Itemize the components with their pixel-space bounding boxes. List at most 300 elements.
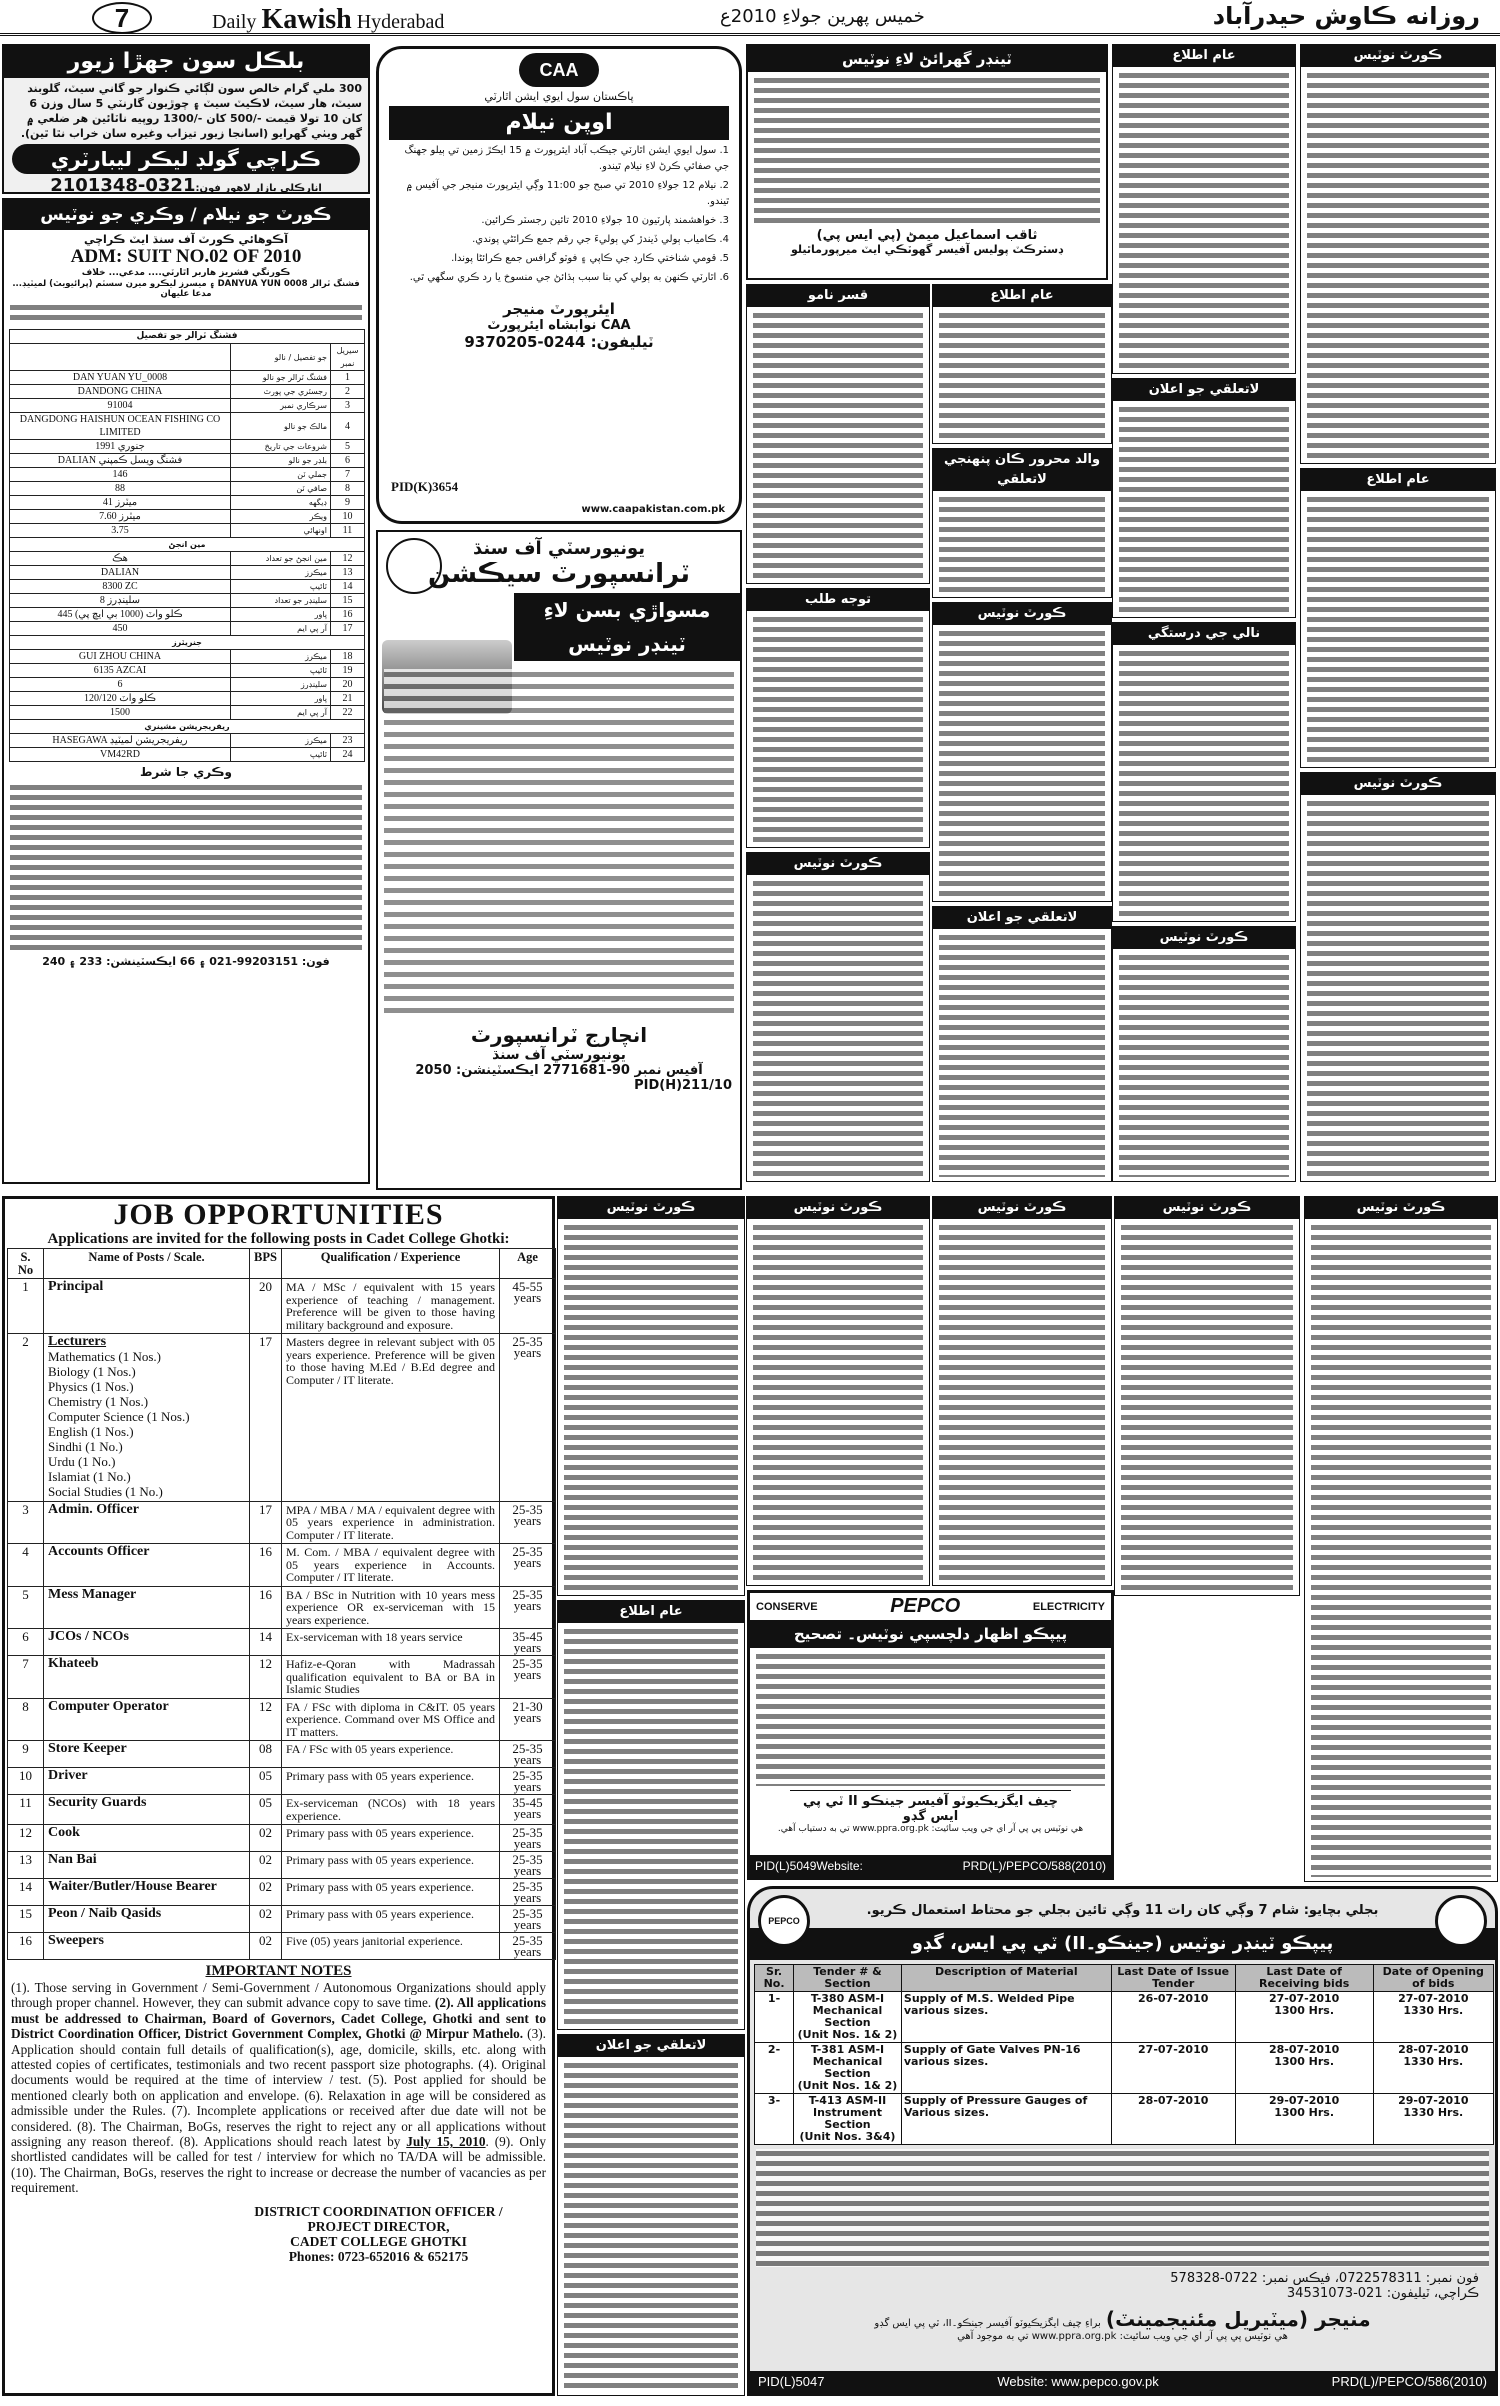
job-qualification: Primary pass with 05 years experience. bbox=[282, 1768, 500, 1795]
pepco-open-date: 29-07-2010 bbox=[1398, 2094, 1469, 2107]
job-qualification: Five (05) years janitorial experience. bbox=[282, 1933, 500, 1960]
trawler-serial: 9 bbox=[331, 496, 365, 510]
signer-org: CADET COLLEGE GHOTKI bbox=[290, 2233, 467, 2249]
notice-heading: ڪورٽ نوٽيس bbox=[933, 603, 1111, 625]
trawler-value: 445 ڪلو واٽ (1000 بي ايڇ پي) bbox=[10, 608, 231, 622]
gold-ad-title: بلڪل سون جهڙا زيور bbox=[4, 46, 368, 78]
trawler-label: پاور bbox=[231, 692, 331, 706]
notice-body-text bbox=[564, 1627, 738, 2025]
classified-notice bbox=[746, 852, 930, 1182]
trawler-value: GUI ZHOU CHINA bbox=[10, 650, 231, 664]
masthead-sindhi: روزانه ڪاوش حيدرآباد bbox=[1212, 2, 1480, 30]
pepco-issue-date: 27-07-2010 bbox=[1111, 2043, 1235, 2094]
pepco-tender: T-413 ASM-II bbox=[808, 2094, 887, 2107]
notice-heading: عام اطلاع bbox=[933, 285, 1111, 307]
classified-notice bbox=[1112, 622, 1296, 922]
job-bps: 14 bbox=[250, 1629, 282, 1656]
job-bps: 02 bbox=[250, 1906, 282, 1933]
trawler-row bbox=[10, 496, 365, 510]
trawler-value: 146 bbox=[10, 468, 231, 482]
job-bps: 02 bbox=[250, 1825, 282, 1852]
trawler-value: 450 bbox=[10, 622, 231, 636]
caa-item: 6. اٿارٽي ڪنهن به ٻولي کي بنا سبب ٻڌائڻ جي منسوخ يا رد ڪري سگهي ٿي. bbox=[409, 272, 729, 283]
job-sno: 5 bbox=[8, 1586, 44, 1629]
notice-body-text bbox=[1307, 799, 1489, 1177]
trawler-label: سرڪاري نمبر bbox=[231, 399, 331, 413]
trawler-row bbox=[10, 622, 365, 636]
section-heading: ريفريجريشن مشينري bbox=[10, 720, 365, 734]
pepco-tender-cell bbox=[794, 1992, 902, 2043]
job-age: 25-35 years bbox=[500, 1906, 556, 1933]
job-age: 25-35 years bbox=[500, 1825, 556, 1852]
trawler-label: بلڊر جو نالو bbox=[231, 454, 331, 468]
pepco-recv-date: 28-07-2010 bbox=[1268, 2043, 1340, 2056]
trawler-row bbox=[10, 678, 365, 692]
trawler-value: HASEGAWA ريفريجريشن لميٽيڊ bbox=[10, 734, 231, 748]
pepco-open-date: 27-07-2010 bbox=[1398, 1992, 1469, 2005]
deadline-date: July 15, 2010 bbox=[406, 2134, 486, 2150]
job-age: 25-35 years bbox=[500, 1741, 556, 1768]
trawler-label: رجسٽري جي پورٽ bbox=[231, 385, 331, 399]
trawler-value: 3.75 bbox=[10, 524, 231, 538]
job-qualification: Primary pass with 05 years experience. bbox=[282, 1825, 500, 1852]
trawler-row bbox=[10, 580, 365, 594]
job-post-title: Nan Bai bbox=[48, 1852, 97, 1867]
trawler-label: ويڪر bbox=[231, 510, 331, 524]
trawler-label: ٽائيپ bbox=[231, 664, 331, 678]
pepco-receiving bbox=[1235, 1992, 1373, 2043]
trawler-label: سلينڊر جو تعداد bbox=[231, 594, 331, 608]
col-sno: S. No bbox=[8, 1249, 44, 1279]
pepco-tender-row bbox=[755, 2043, 1494, 2094]
gencoII-logo-icon bbox=[1435, 1895, 1487, 1947]
notice-heading: ڪورٽ نوٽيس bbox=[1305, 1197, 1497, 1219]
trawler-value: هڪ bbox=[10, 552, 231, 566]
trawler-serial: 20 bbox=[331, 678, 365, 692]
caa-manager: ايئرپورٽ منيجر bbox=[503, 300, 615, 318]
trawler-value: 7.60 ميٽرز bbox=[10, 510, 231, 524]
trawler-serial: 7 bbox=[331, 468, 365, 482]
job-age: 35-45 years bbox=[500, 1629, 556, 1656]
job-qualification: Ex-serviceman with 18 years service bbox=[282, 1629, 500, 1656]
pepco-tender-text bbox=[756, 2149, 1489, 2267]
pepco-opening bbox=[1373, 1992, 1493, 2043]
transport-subtitle bbox=[514, 593, 740, 661]
pepco-col-header: Last Date of Receiving bids bbox=[1235, 1965, 1373, 1992]
transport-phone: آفيس نمبر 90-2771681 ايڪسٽينشن: 2050 bbox=[415, 1063, 703, 1078]
notice-heading: ڪورٽ نوٽيس bbox=[747, 1197, 929, 1219]
job-bps: 02 bbox=[250, 1933, 282, 1960]
job-age: 35-45 years bbox=[500, 1795, 556, 1825]
job-bps: 02 bbox=[250, 1879, 282, 1906]
pepco-issue-date: 26-07-2010 bbox=[1111, 1992, 1235, 2043]
job-age: 25-35 years bbox=[500, 1656, 556, 1699]
trawler-row bbox=[10, 524, 365, 538]
caa-item: 3. خواهشمند پارٽيون 10 جولاءِ 2010 تائين رجسٽر ڪرائين. bbox=[481, 215, 729, 226]
job-sno: 11 bbox=[8, 1795, 44, 1825]
lecturer-subject: Social Studies (1 No.) bbox=[48, 1483, 163, 1499]
notice-heading: لاتعلقي جو اعلان bbox=[1113, 379, 1295, 401]
job-qualification: FA / FSc with diploma in C&IT. 05 years experience. Command over MS Office and IT matters. bbox=[282, 1698, 500, 1741]
job-post-title: Waiter/Butler/House Bearer bbox=[48, 1879, 217, 1894]
notice-heading: لاتعلقي جو اعلان bbox=[933, 907, 1111, 929]
suit-number: ADM: SUIT NO.02 OF 2010 bbox=[70, 246, 302, 267]
masthead-english bbox=[212, 4, 444, 36]
notice-body-text bbox=[939, 495, 1105, 593]
job-bps: 12 bbox=[250, 1698, 282, 1741]
lecturer-subject: English (1 Nos.) bbox=[48, 1423, 134, 1439]
trawler-row bbox=[10, 538, 365, 552]
pepco-eoi-footer bbox=[750, 1855, 1111, 1877]
lecturer-subject: Biology (1 Nos.) bbox=[48, 1363, 136, 1379]
pepco-description: Supply of M.S. Welded Pipe various sizes. bbox=[901, 1992, 1111, 2043]
job-row bbox=[8, 1768, 556, 1795]
job-row bbox=[8, 1501, 556, 1544]
pepco-issue-date: 28-07-2010 bbox=[1111, 2094, 1235, 2145]
pepco-section: Mechanical Section bbox=[812, 2004, 883, 2029]
job-post-title: Cook bbox=[48, 1825, 80, 1840]
trawler-row bbox=[10, 413, 365, 440]
police-tender-text bbox=[754, 76, 1100, 224]
trawler-serial: 17 bbox=[331, 622, 365, 636]
pepco-eoi-text bbox=[756, 1652, 1105, 1786]
job-age: 25-35 years bbox=[500, 1334, 556, 1502]
police-tender-title: ٽينڊر گهرائڻ لاءِ نوٽيس bbox=[748, 46, 1106, 72]
notice-body-text bbox=[753, 615, 923, 843]
job-sno: 16 bbox=[8, 1933, 44, 1960]
pepco-tender-ad bbox=[747, 1886, 1498, 2396]
col-age: Age bbox=[500, 1249, 556, 1279]
trawler-row bbox=[10, 482, 365, 496]
trawler-row bbox=[10, 399, 365, 413]
job-sno: 1 bbox=[8, 1279, 44, 1334]
trawler-label: مين انجڻ جو تعداد bbox=[231, 552, 331, 566]
pepco-logo: PEPCO bbox=[890, 1595, 961, 1617]
pepco-col-header: Sr. No. bbox=[755, 1965, 794, 1992]
job-sno: 12 bbox=[8, 1825, 44, 1852]
trawler-label: ميڪرز bbox=[231, 734, 331, 748]
trawler-row bbox=[10, 636, 365, 650]
masthead-name: Kawish bbox=[261, 4, 352, 35]
job-post-name bbox=[44, 1852, 250, 1879]
job-qualification: Masters degree in relevant subject with 05 years experience. Preference will be given to those having M.Ed / B.Ed degree and Computer / IT literate. bbox=[282, 1334, 500, 1502]
pepco-slogan: بجلي بچايو: شام 7 وڳي کان رات 11 وڳي تائين بجلي جو محتاط استعمال ڪريو. bbox=[866, 1903, 1379, 1918]
trawler-value: 6 bbox=[10, 678, 231, 692]
section-heading: مين انجڻ bbox=[10, 538, 365, 552]
trawler-serial: 3 bbox=[331, 399, 365, 413]
job-qualification: Primary pass with 05 years experience. bbox=[282, 1879, 500, 1906]
pepco-units: (Unit Nos. 1& 2) bbox=[797, 2079, 898, 2092]
note-9-10: . (9). Only shortlisted candidates will be called for test / interview for which no TA/DA will be admissible. (10). The Chairman, BoGs, reserves the right to increase or decrease the number of vacancies as per requirement. bbox=[11, 2134, 546, 2196]
col-qual: Qualification / Experience bbox=[282, 1249, 500, 1279]
job-post-title: Principal bbox=[48, 1279, 104, 1294]
caa-website[interactable]: www.caapakistan.com.pk bbox=[581, 504, 725, 515]
job-post-name bbox=[44, 1586, 250, 1629]
job-row bbox=[8, 1586, 556, 1629]
job-post-title: Admin. Officer bbox=[48, 1501, 139, 1517]
trawler-row bbox=[10, 385, 365, 399]
trawler-row bbox=[10, 650, 365, 664]
notice-heading: ڪورٽ نوٽيس bbox=[1113, 927, 1295, 949]
pepco-contact-1: فون نمبر: 0722578311، فيڪس نمبر: 0722-578328 bbox=[1170, 2271, 1479, 2286]
pepco-units: (Unit Nos. 1& 2) bbox=[797, 2028, 898, 2041]
pepco-tender: T-381 ASM-I bbox=[810, 2043, 885, 2056]
trawler-serial: 10 bbox=[331, 510, 365, 524]
notice-body-text bbox=[1119, 953, 1289, 1177]
col-header-value bbox=[10, 344, 231, 371]
job-sno: 7 bbox=[8, 1656, 44, 1699]
job-qualification: FA / FSc with 05 years experience. bbox=[282, 1741, 500, 1768]
col-header-detail: جو تفصيل / نالو bbox=[231, 344, 331, 371]
classified-notice bbox=[932, 1196, 1112, 1586]
transport-tender-notice bbox=[376, 530, 742, 1190]
pepco-eoi-website[interactable]: Website: bbox=[816, 1859, 863, 1873]
pepco-tender-signer: منيجر (ميٽيريل مئنيجمينٽ) bbox=[1105, 2307, 1371, 2331]
trawler-value: DALIAN فشنگ ويسل ڪمپني bbox=[10, 454, 231, 468]
pepco-open-time: 1330 Hrs. bbox=[1403, 2106, 1464, 2119]
pepco-description: Supply of Pressure Gauges of Various sizes. bbox=[901, 2094, 1111, 2145]
notice-body-text bbox=[1307, 495, 1489, 763]
transport-body-text bbox=[384, 669, 734, 1019]
notice-body-text bbox=[564, 2061, 738, 2391]
trawler-label: فشنگ ٽرالر جو نالو bbox=[231, 371, 331, 385]
trawler-serial: 2 bbox=[331, 385, 365, 399]
pepco-tender: T-380 ASM-I bbox=[810, 1992, 885, 2005]
trawler-label: شروعات جي تاريخ bbox=[231, 440, 331, 454]
job-sno: 10 bbox=[8, 1768, 44, 1795]
pepco-recv-time: 1300 Hrs. bbox=[1274, 2004, 1335, 2017]
caa-pid: PID(K)3654 bbox=[391, 479, 459, 494]
job-bps: 20 bbox=[250, 1279, 282, 1334]
job-row bbox=[8, 1544, 556, 1587]
trawler-row bbox=[10, 566, 365, 580]
trawler-value: 8 سلينڊرز bbox=[10, 594, 231, 608]
sale-terms-text bbox=[10, 783, 362, 951]
gold-ad-brand: ڪراچي گولڊ ليڪر ليبارٽري bbox=[12, 144, 360, 174]
pepco-opening bbox=[1373, 2043, 1493, 2094]
pepco-recv-date: 29-07-2010 bbox=[1268, 2094, 1340, 2107]
trawler-label: ٽائيپ bbox=[231, 748, 331, 762]
pepco-tender-website[interactable]: Website: www.pepco.gov.pk bbox=[997, 2374, 1159, 2389]
notice-heading: نالي جي درستگي bbox=[1113, 623, 1295, 645]
note-1: (1). Those serving in Government / Semi-Government / Autonomous Organizations should apply through proper channel. However, they can submit advance copy to save time. bbox=[11, 1980, 546, 2011]
gold-ad-phone-label: انارڪلي بازار لاهور فون: bbox=[195, 183, 322, 194]
pepco-section: Mechanical Section bbox=[812, 2055, 883, 2080]
job-qualification: MA / MSc / equivalent with 15 years experience of teaching / management. Preference will be given to those having military background and exposure. bbox=[282, 1279, 500, 1334]
trawler-row bbox=[10, 454, 365, 468]
issue-date: خميس پهرين جولاءِ 2010ع bbox=[720, 6, 925, 27]
job-sno: 9 bbox=[8, 1741, 44, 1768]
trawler-row bbox=[10, 748, 365, 762]
trawler-value: DANDONG CHINA bbox=[10, 385, 231, 399]
notice-heading: توجه طلب bbox=[747, 589, 929, 611]
job-row bbox=[8, 1906, 556, 1933]
caa-open-auction-ad bbox=[376, 46, 742, 524]
classified-notice bbox=[1112, 44, 1296, 374]
note-3-8: (3). Application should contain full details of qualification(s), age, domicile, skills, etc. along with attested copies of certificates, testimonials and two recent passport size photographs. (4). Original documents would be required at the time of interview / test. (5). Post applied for should be mentioned clearly both on application and envelope. (6). Relaxation in age will be considered as admissible under the Rules. (7). Incomplete applications or received after due date will not be considered. (8). The Chairman, BoGs, reserves the right to reject any or all applications without assigning any reason thereof. (8). Applications should reach latest by bbox=[11, 2026, 547, 2150]
notice-body-text bbox=[753, 311, 923, 579]
job-bps: 16 bbox=[250, 1586, 282, 1629]
job-sno: 15 bbox=[8, 1906, 44, 1933]
job-post-title: Computer Operator bbox=[48, 1698, 169, 1714]
job-sno: 6 bbox=[8, 1629, 44, 1656]
job-post-name bbox=[44, 1741, 250, 1768]
trawler-serial: 18 bbox=[331, 650, 365, 664]
pepco-sr: 2- bbox=[755, 2043, 794, 2094]
job-bps: 08 bbox=[250, 1741, 282, 1768]
sale-terms-title: وڪري جا شرط bbox=[139, 765, 233, 779]
job-qualification: Hafiz-e-Qoran with Madrassah qualification equivalent to BA or BA in Islamic Studies bbox=[282, 1656, 500, 1699]
gold-ad-phone-line bbox=[4, 175, 368, 196]
signature-block bbox=[5, 2204, 552, 2264]
caa-item: 5. قومي شناختي ڪارڊ جي ڪاپي ۽ فوٽو گرافس جمع ڪرائڻا پوندا. bbox=[451, 253, 729, 264]
trawler-row bbox=[10, 468, 365, 482]
trawler-serial: 14 bbox=[331, 580, 365, 594]
job-age: 25-35 years bbox=[500, 1933, 556, 1960]
pepco-tender-row bbox=[755, 1992, 1494, 2043]
trawler-label: ميڪرز bbox=[231, 650, 331, 664]
job-post-name bbox=[44, 1879, 250, 1906]
job-post-name bbox=[44, 1501, 250, 1544]
job-sno: 3 bbox=[8, 1501, 44, 1544]
trawler-value: 120/120 ڪلو واٽ bbox=[10, 692, 231, 706]
classified-notice bbox=[1300, 772, 1496, 1182]
trawler-row bbox=[10, 692, 365, 706]
caa-place: CAA نوابشاه ايئرپورٽ bbox=[487, 318, 631, 333]
notice-body-text bbox=[1311, 1223, 1491, 1877]
caa-item: 1. سول ايوي ايشن اٿارٽي جيڪب آباد ايئرپورٽ ۾ 15 ايڪڙ زمين تي ٻيلو جهنگ جي صفائي ڪرڻ لاءِ نيلام ٿيندو. bbox=[404, 145, 729, 172]
job-bps: 17 bbox=[250, 1501, 282, 1544]
notice-heading: عام اطلاع bbox=[558, 1601, 744, 1623]
job-post-name bbox=[44, 1906, 250, 1933]
pepco-tender-sign bbox=[750, 2307, 1495, 2331]
trawler-value: VM42RD bbox=[10, 748, 231, 762]
pepco-recv-time: 1300 Hrs. bbox=[1274, 2106, 1335, 2119]
page-header bbox=[0, 0, 1500, 36]
trawler-row bbox=[10, 440, 365, 454]
notice-heading: عام اطلاع bbox=[1113, 45, 1295, 67]
classified-notice bbox=[932, 448, 1112, 598]
trawler-row bbox=[10, 720, 365, 734]
job-post-name bbox=[44, 1629, 250, 1656]
trawler-value: DANGDONG HAISHUN OCEAN FISHING CO LIMITED bbox=[10, 413, 231, 440]
pepco-banner bbox=[750, 1593, 1111, 1620]
lecturer-subject: Islamiat (1 No.) bbox=[48, 1468, 131, 1484]
trawler-row bbox=[10, 664, 365, 678]
caa-item: 2. نيلام 12 جولاءِ 2010 تي صبح جو 11:00 وڳي ايئرپورٽ منيجر جي آفيس ۾ ٿيندو. bbox=[406, 180, 729, 207]
job-table bbox=[7, 1248, 556, 1960]
job-row bbox=[8, 1852, 556, 1879]
section-heading: جنريٽرز bbox=[10, 636, 365, 650]
notice-heading: قسر نامو bbox=[747, 285, 929, 307]
pepco-col-header: Description of Material bbox=[901, 1965, 1111, 1992]
pepco-recv-date: 27-07-2010 bbox=[1268, 1992, 1340, 2005]
job-row bbox=[8, 1879, 556, 1906]
job-bps: 05 bbox=[250, 1795, 282, 1825]
classified-notice bbox=[746, 284, 930, 584]
classified-notice bbox=[557, 2034, 745, 2396]
court-auction-notice bbox=[2, 198, 370, 1184]
trawler-value: DAN YUAN YU_0008 bbox=[10, 371, 231, 385]
pepco-tender-footer bbox=[750, 2371, 1495, 2393]
trawler-row bbox=[10, 371, 365, 385]
trawler-row bbox=[10, 552, 365, 566]
job-age: 21-30 years bbox=[500, 1698, 556, 1741]
pepco-eoi-signer: چيف ايگزيڪيوٽو آفيسر جينڪو II ٽي پي ايس گڊو bbox=[790, 1790, 1071, 1824]
pepco-section: Instrument Section bbox=[812, 2106, 882, 2131]
classified-notice bbox=[1304, 1196, 1498, 1882]
job-sno: 14 bbox=[8, 1879, 44, 1906]
trawler-label: صافي ٽن bbox=[231, 482, 331, 496]
job-row bbox=[8, 1741, 556, 1768]
trawler-row bbox=[10, 734, 365, 748]
col-bps: BPS bbox=[250, 1249, 282, 1279]
job-post-title: Khateeb bbox=[48, 1656, 99, 1671]
vessel-line: فشنگ ٽرالر DANYUA YUN 0008 ۽ ميسرز ليڪرو ميرن سسٽم (پرائيويٽ) لميٽيڊ... مدعا عليهان bbox=[12, 279, 360, 299]
job-post-name bbox=[44, 1698, 250, 1741]
classified-notice bbox=[1300, 44, 1496, 464]
police-tender-notice bbox=[746, 44, 1108, 280]
trawler-value: 6135 AZCAI bbox=[10, 664, 231, 678]
pepco-col-header: Tender # & Section bbox=[794, 1965, 902, 1992]
job-bps: 17 bbox=[250, 1334, 282, 1502]
pepco-tender-prd: PRD(L)/PEPCO/586(2010) bbox=[1331, 2374, 1487, 2389]
job-row bbox=[8, 1656, 556, 1699]
col-header-serial: سيريل نمبر bbox=[331, 344, 365, 371]
job-sno: 2 bbox=[8, 1334, 44, 1502]
job-age: 45-55 years bbox=[500, 1279, 556, 1334]
classified-notice bbox=[746, 588, 930, 848]
job-qualification: M. Com. / MBA / equivalent degree with 05 years experience in Accounts. Computer / IT literate. bbox=[282, 1544, 500, 1587]
signer-role: PROJECT DIRECTOR, bbox=[307, 2218, 450, 2234]
table-title: فشنگ ٽرالر جو تفصيل bbox=[10, 330, 365, 344]
masthead-daily: Daily bbox=[212, 11, 257, 33]
police-signer-role: ڊسٽرڪٽ پوليس آفيسر گهوٽڪي ايٽ ميرپورماٿيلو bbox=[791, 243, 1063, 256]
lecturer-subject: Chemistry (1 Nos.) bbox=[48, 1393, 149, 1409]
notice-heading: لاتعلقي جو اعلان bbox=[558, 2035, 744, 2057]
classified-notice bbox=[557, 1600, 745, 2030]
trawler-value: 8300 ZC bbox=[10, 580, 231, 594]
electricity-label: ELECTRICITY bbox=[1032, 1600, 1105, 1613]
trawler-label: آر پي ايم bbox=[231, 622, 331, 636]
trawler-serial: 24 bbox=[331, 748, 365, 762]
pepco-clock-logo: PEPCO bbox=[758, 1895, 810, 1947]
trawler-label: آر پي ايم bbox=[231, 706, 331, 720]
pepco-header-row bbox=[755, 1965, 1494, 1992]
job-opportunities-ad bbox=[2, 1196, 555, 2396]
lecturer-subject: Sindhi (1 No.) bbox=[48, 1438, 123, 1454]
job-row bbox=[8, 1795, 556, 1825]
pepco-receiving bbox=[1235, 2094, 1373, 2145]
trawler-details-table bbox=[9, 329, 365, 762]
notice-body-text bbox=[939, 311, 1105, 439]
notice-heading: والد محرور ڪان پنهنجي لاتعلقي bbox=[933, 449, 1111, 491]
page-number: 7 bbox=[92, 2, 152, 34]
transport-signer-org: يونيورسٽي آف سنڌ bbox=[492, 1047, 626, 1063]
trawler-label: ٽائيپ bbox=[231, 580, 331, 594]
classified-notice bbox=[746, 1196, 930, 1586]
court-intro-text bbox=[10, 303, 362, 325]
transport-signer: انچارج ٽرانسپورٽ bbox=[470, 1023, 648, 1047]
job-age: 25-35 years bbox=[500, 1544, 556, 1587]
notice-body-text bbox=[753, 879, 923, 1177]
notice-heading: ڪورٽ نوٽيس bbox=[1301, 773, 1495, 795]
job-age: 25-35 years bbox=[500, 1586, 556, 1629]
pepco-eoi-ad bbox=[747, 1590, 1114, 1880]
classified-notice bbox=[932, 602, 1112, 902]
pepco-eoi-title: پيپڪو اظهار دلچسپي نوٽيس۔ تصحيح bbox=[750, 1620, 1111, 1648]
trawler-serial: 22 bbox=[331, 706, 365, 720]
